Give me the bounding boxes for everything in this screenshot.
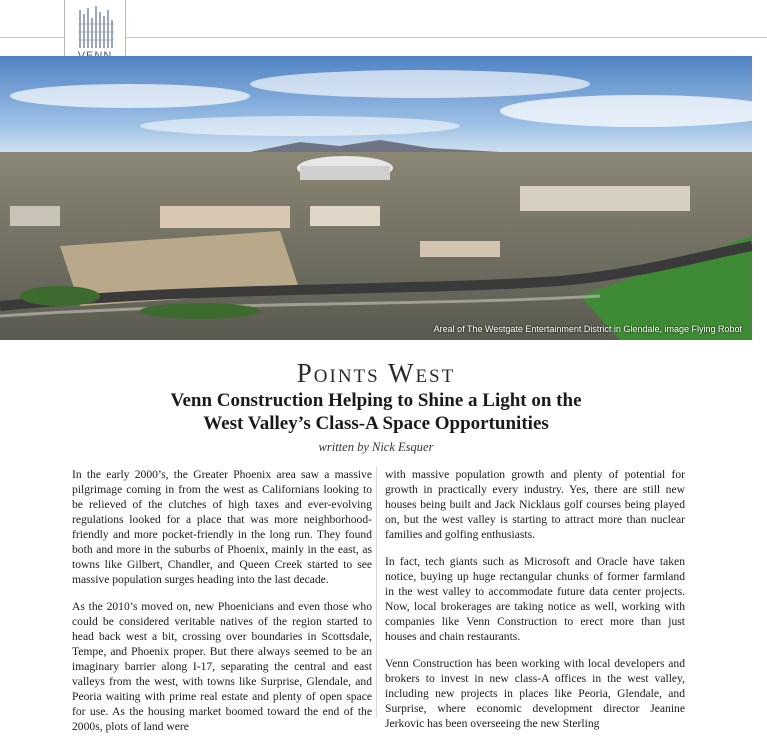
paragraph: In the early 2000’s, the Greater Phoenix area saw a massive pilgrimage coming in from the west as Californians looking to be relieved of the clutches of high taxes and ever-evolving regulations looked for a place that was more neighborhood-friendly and more pocket-friendly in the long run. They found both and more in the suburbs of Phoenix, mainly in the east, as towns like Gilbert, Chandler, and Queen Creek started to see massive population surges heading into the last decade. (72, 468, 372, 586)
paragraph: with massive population growth and plenty of potential for growth in practically every industry. Yes, there are still new houses being built and Jack Nicklaus golf courses being played on, but the west valley is starting to attract more than nuclear families and golfing enthusiasts. (385, 468, 685, 541)
paragraph: Venn Construction has been working with local developers and brokers to invest in new class-A offices in the west valley, including new projects in places like Peoria, Glendale, and Surprise, where economic development director Jeanine Jerkovic has been overseeing the new Sterling (385, 657, 685, 730)
article-kicker: Points West (296, 358, 456, 388)
article-column-left (72, 467, 372, 746)
headline-line-1: Venn Construction Helping to Shine a Light on the (170, 390, 582, 411)
article-byline: written by Nick Esquer (318, 440, 434, 454)
headline-line-2: West Valley’s Class-A Space Opportunities (203, 413, 549, 434)
article-headline (0, 389, 752, 435)
column-divider (376, 467, 377, 717)
venn-building-logo-icon (74, 4, 118, 50)
paragraph: In fact, tech giants such as Microsoft and Oracle have taken notice, buying up huge rectangular chunks of former farmland in the west valley to accommodate future data center projects. Now, local brokerages are taking notice as well, working with companies like Venn Construction to erect more than just houses and chain restaurants. (385, 555, 685, 643)
aerial-photo (0, 56, 752, 340)
westgate-aerial-image (0, 56, 752, 340)
paragraph: As the 2010’s moved on, new Phoenicians and even those who could be considered veritable natives of the region started to head back west a bit, crossing over boundaries in Scottsdale, Tempe, and Phoenix proper. But there always seemed to be an imaginary barrier along I-17, separating the central and east valleys from the west, with towns like Surprise, Glendale, and Peoria waiting with prime real estate and plenty of open space for use. As the housing market boomed toward the end of the 2000s, plots of land were (72, 600, 372, 733)
article-column-right (385, 467, 685, 743)
photo-caption: Areal of The Westgate Entertainment District in Glendale, image Flying Robot (433, 324, 742, 334)
